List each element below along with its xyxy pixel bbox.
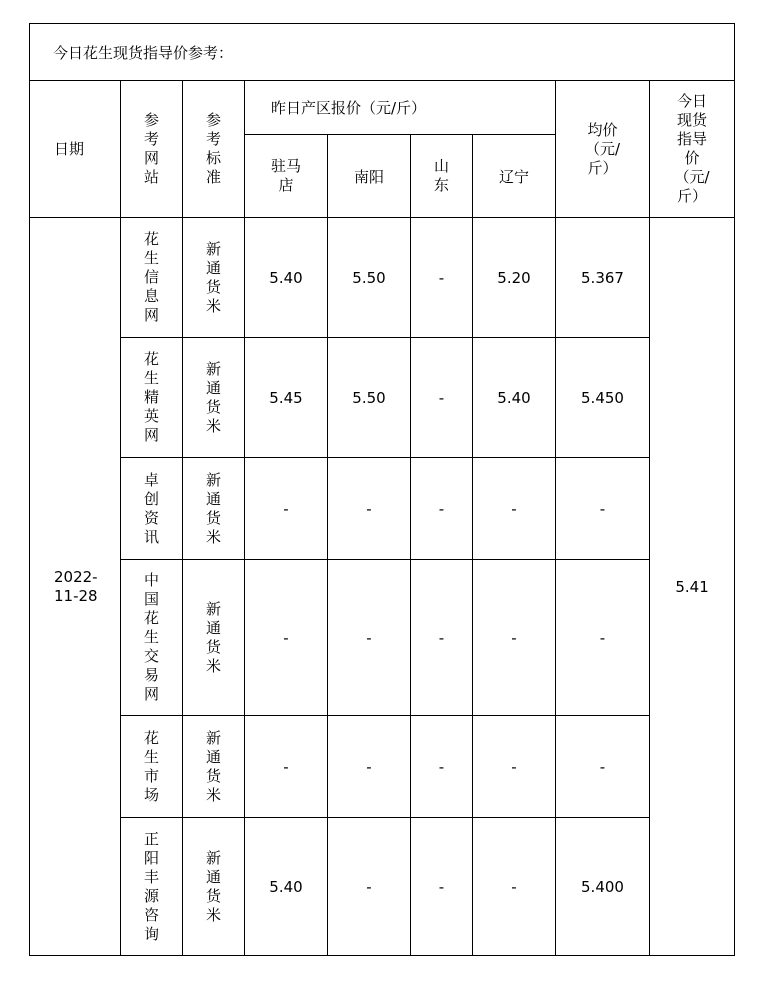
site-text: 中国花生交易网: [144, 571, 160, 703]
table-row: [30, 218, 735, 338]
today-price: 5.41: [650, 218, 735, 956]
price-liaoning: 5.20: [473, 218, 556, 338]
table-row: [30, 716, 735, 818]
price-liaoning: 5.40: [473, 338, 556, 458]
price-nanyang: -: [328, 818, 411, 956]
header-region-zhumadian-text: 驻马店: [270, 157, 301, 194]
price-avg: -: [556, 716, 650, 818]
header-today-text: 今日现货指导价（元/斤）: [674, 92, 710, 205]
price-avg: -: [556, 458, 650, 560]
table-row: [30, 338, 735, 458]
site-cell: [121, 458, 183, 560]
standard-cell: [183, 818, 245, 956]
site-cell: [121, 338, 183, 458]
header-region-liaoning: 辽宁: [473, 135, 556, 218]
header-region-nanyang: 南阳: [328, 135, 411, 218]
header-region-shandong: [411, 135, 473, 218]
table-row: [30, 458, 735, 560]
price-zhumadian: 5.40: [245, 218, 328, 338]
price-liaoning: -: [473, 818, 556, 956]
standard-cell: [183, 560, 245, 716]
price-avg: 5.400: [556, 818, 650, 956]
header-yesterday-quotes: 昨日产区报价（元/斤）: [245, 81, 556, 135]
site-text: 花生市场: [144, 728, 160, 804]
price-shandong: -: [411, 218, 473, 338]
price-table: [29, 23, 735, 956]
price-liaoning: -: [473, 560, 556, 716]
price-shandong: -: [411, 818, 473, 956]
price-zhumadian: 5.40: [245, 818, 328, 956]
standard-text: 新通货米: [206, 239, 222, 315]
table-row: [30, 560, 735, 716]
header-avg-text: 均价（元/斤）: [584, 120, 621, 177]
site-cell: [121, 560, 183, 716]
price-nanyang: 5.50: [328, 218, 411, 338]
standard-cell: [183, 218, 245, 338]
price-shandong: -: [411, 338, 473, 458]
standard-cell: [183, 458, 245, 560]
site-text: 花生精英网: [144, 350, 160, 444]
price-liaoning: -: [473, 716, 556, 818]
header-avg: [556, 81, 650, 218]
standard-text: 新通货米: [206, 359, 222, 435]
header-region-shandong-text: 山东: [434, 157, 450, 194]
site-text: 卓创资讯: [144, 470, 160, 546]
price-shandong: -: [411, 458, 473, 560]
standard-text: 新通货米: [206, 599, 222, 675]
site-cell: [121, 716, 183, 818]
standard-text: 新通货米: [206, 470, 222, 546]
standard-cell: [183, 338, 245, 458]
header-site-text: 参考网站: [144, 111, 160, 186]
price-shandong: -: [411, 716, 473, 818]
price-nanyang: 5.50: [328, 338, 411, 458]
date-text: 2022-11-28: [54, 567, 98, 605]
site-cell: [121, 818, 183, 956]
header-standard-text: 参考标准: [206, 111, 222, 186]
table-title: 今日花生现货指导价参考：: [30, 24, 735, 81]
price-avg: 5.367: [556, 218, 650, 338]
header-date: 日期: [30, 81, 121, 218]
price-nanyang: -: [328, 716, 411, 818]
price-zhumadian: -: [245, 716, 328, 818]
price-shandong: -: [411, 560, 473, 716]
price-nanyang: -: [328, 560, 411, 716]
header-region-zhumadian: [245, 135, 328, 218]
standard-cell: [183, 716, 245, 818]
price-zhumadian: -: [245, 560, 328, 716]
price-avg: 5.450: [556, 338, 650, 458]
price-liaoning: -: [473, 458, 556, 560]
header-standard: [183, 81, 245, 218]
price-nanyang: -: [328, 458, 411, 560]
price-avg: -: [556, 560, 650, 716]
price-table-frame: [29, 23, 734, 965]
price-zhumadian: 5.45: [245, 338, 328, 458]
site-cell: [121, 218, 183, 338]
standard-text: 新通货米: [206, 728, 222, 804]
price-zhumadian: -: [245, 458, 328, 560]
header-today: [650, 81, 735, 218]
date-cell: [30, 218, 121, 956]
table-row: [30, 818, 735, 956]
site-text: 花生信息网: [144, 230, 160, 324]
standard-text: 新通货米: [206, 848, 222, 924]
site-text: 正阳丰源咨询: [144, 829, 160, 943]
header-site: [121, 81, 183, 218]
